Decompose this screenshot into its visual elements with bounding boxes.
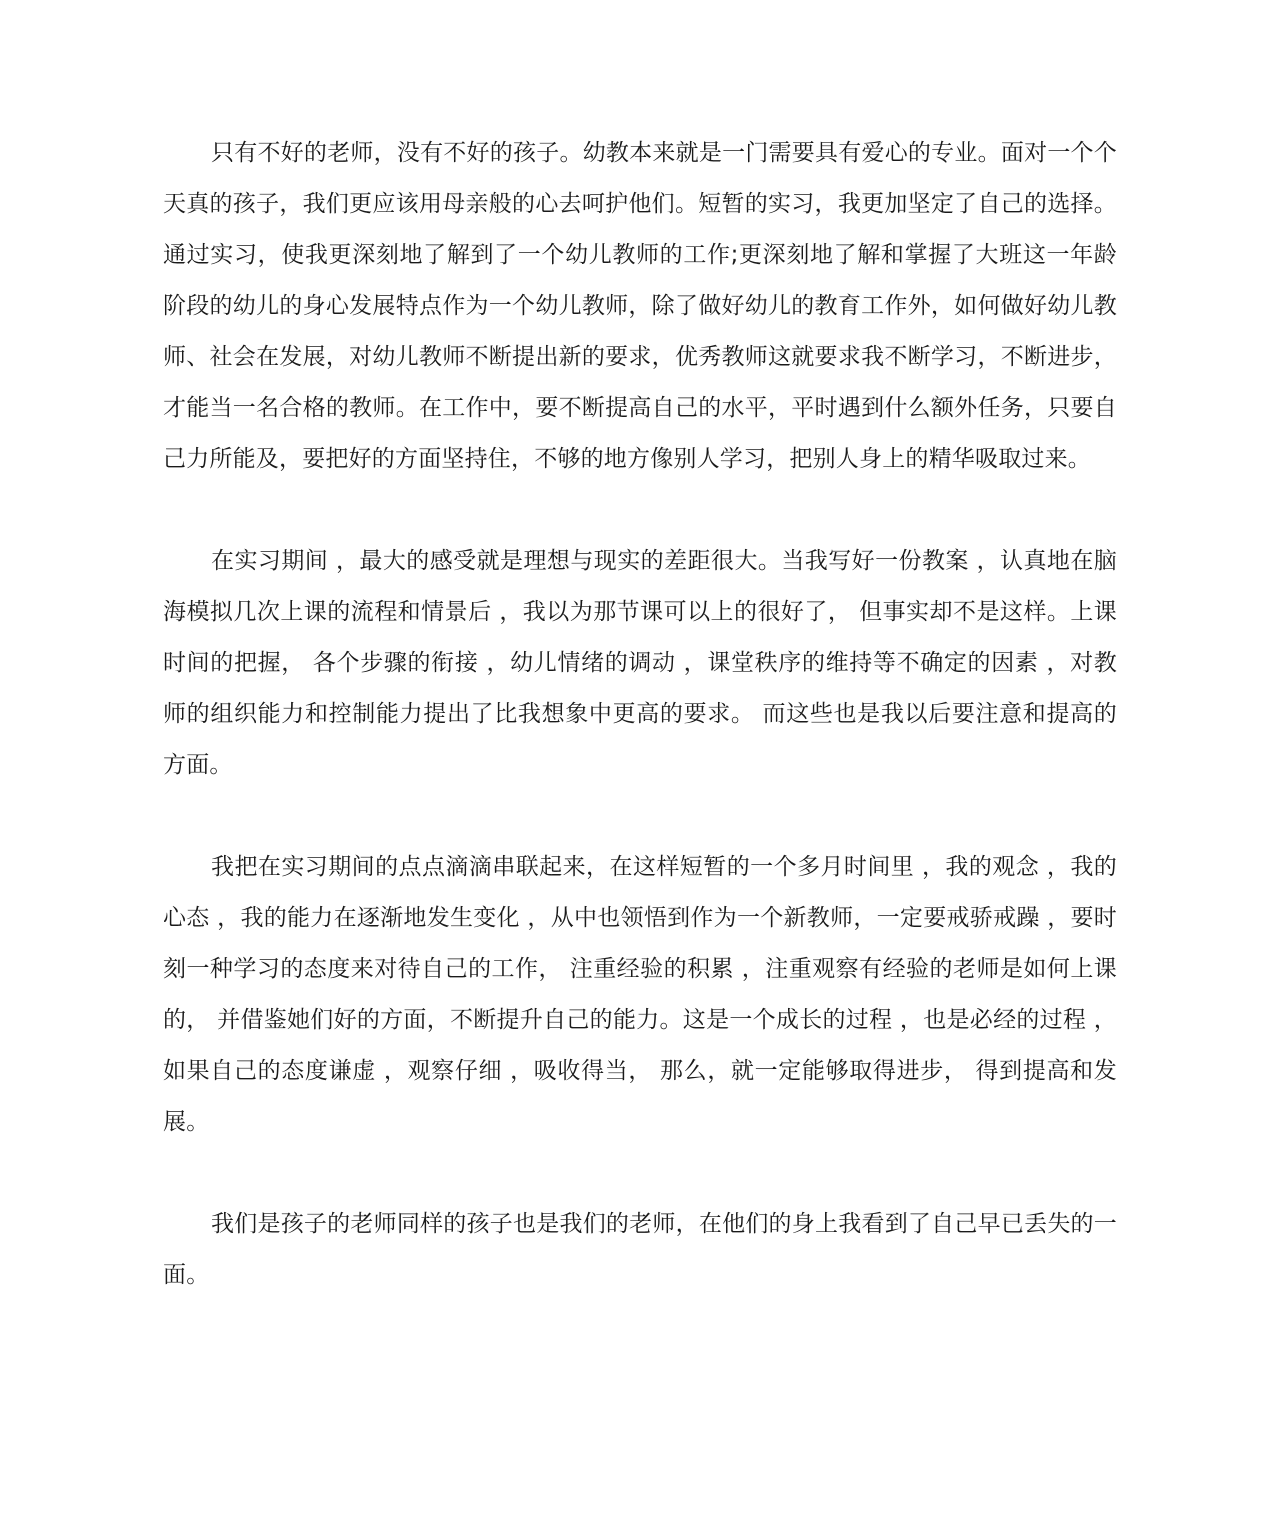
paragraph-1: 只有不好的老师，没有不好的孩子。幼教本来就是一门需要具有爱心的专业。面对一个个天真的孩子，我们更应该用母亲般的心去呵护他们。短暂的实习，我更加坚定了自己的选择。通过实习，使我更深刻地了解到了一个幼儿教师的工作;更深刻地了解和掌握了大班这一年龄阶段的幼儿的身心发展特点作为一个幼儿教师，除了做好幼儿的教育工作外，如何做好幼儿教师、社会在发展，对幼儿教师不断提出新的要求，优秀教师这就要求我不断学习，不断进步，才能当一名合格的教师。在工作中，要不断提高自己的水平，平时遇到什么额外任务，只要自己力所能及，要把好的方面坚持住，不够的地方像别人学习，把别人身上的精华吸取过来。	[163, 140, 1117, 472]
paragraph-4: 我们是孩子的老师同样的孩子也是我们的老师，在他们的身上我看到了自己早已丢失的一面。	[163, 1211, 1117, 1288]
document-body	[163, 128, 1117, 1301]
paragraph-2: 在实习期间 ，最大的感受就是理想与现实的差距很大。当我写好一份教案 ，认真地在脑海模拟几次上课的流程和情景后 ，我以为那节课可以上的很好了， 但事实却不是这样。上课时间的把握， 各个步骤的衔接 ，幼儿情绪的调动 ，课堂秩序的维持等不确定的因素 ，对教师的组织能力和控制能力提出了比我想象中更高的要求。 而这些也是我以后要注意和提高的方面。	[163, 548, 1117, 778]
paragraph-3: 我把在实习期间的点点滴滴串联起来，在这样短暂的一个多月时间里 ，我的观念 ，我的心态 ，我的能力在逐渐地发生变化 ，从中也领悟到作为一个新教师，一定要戒骄戒躁 ，要时刻一种学习的态度来对待自己的工作， 注重经验的积累 ，注重观察有经验的老师是如何上课的， 并借鉴她们好的方面，不断提升自己的能力。这是一个成长的过程 ，也是必经的过程 ，如果自己的态度谦虚 ，观察仔细 ，吸收得当， 那么，就一定能够取得进步， 得到提高和发展。	[163, 854, 1117, 1135]
